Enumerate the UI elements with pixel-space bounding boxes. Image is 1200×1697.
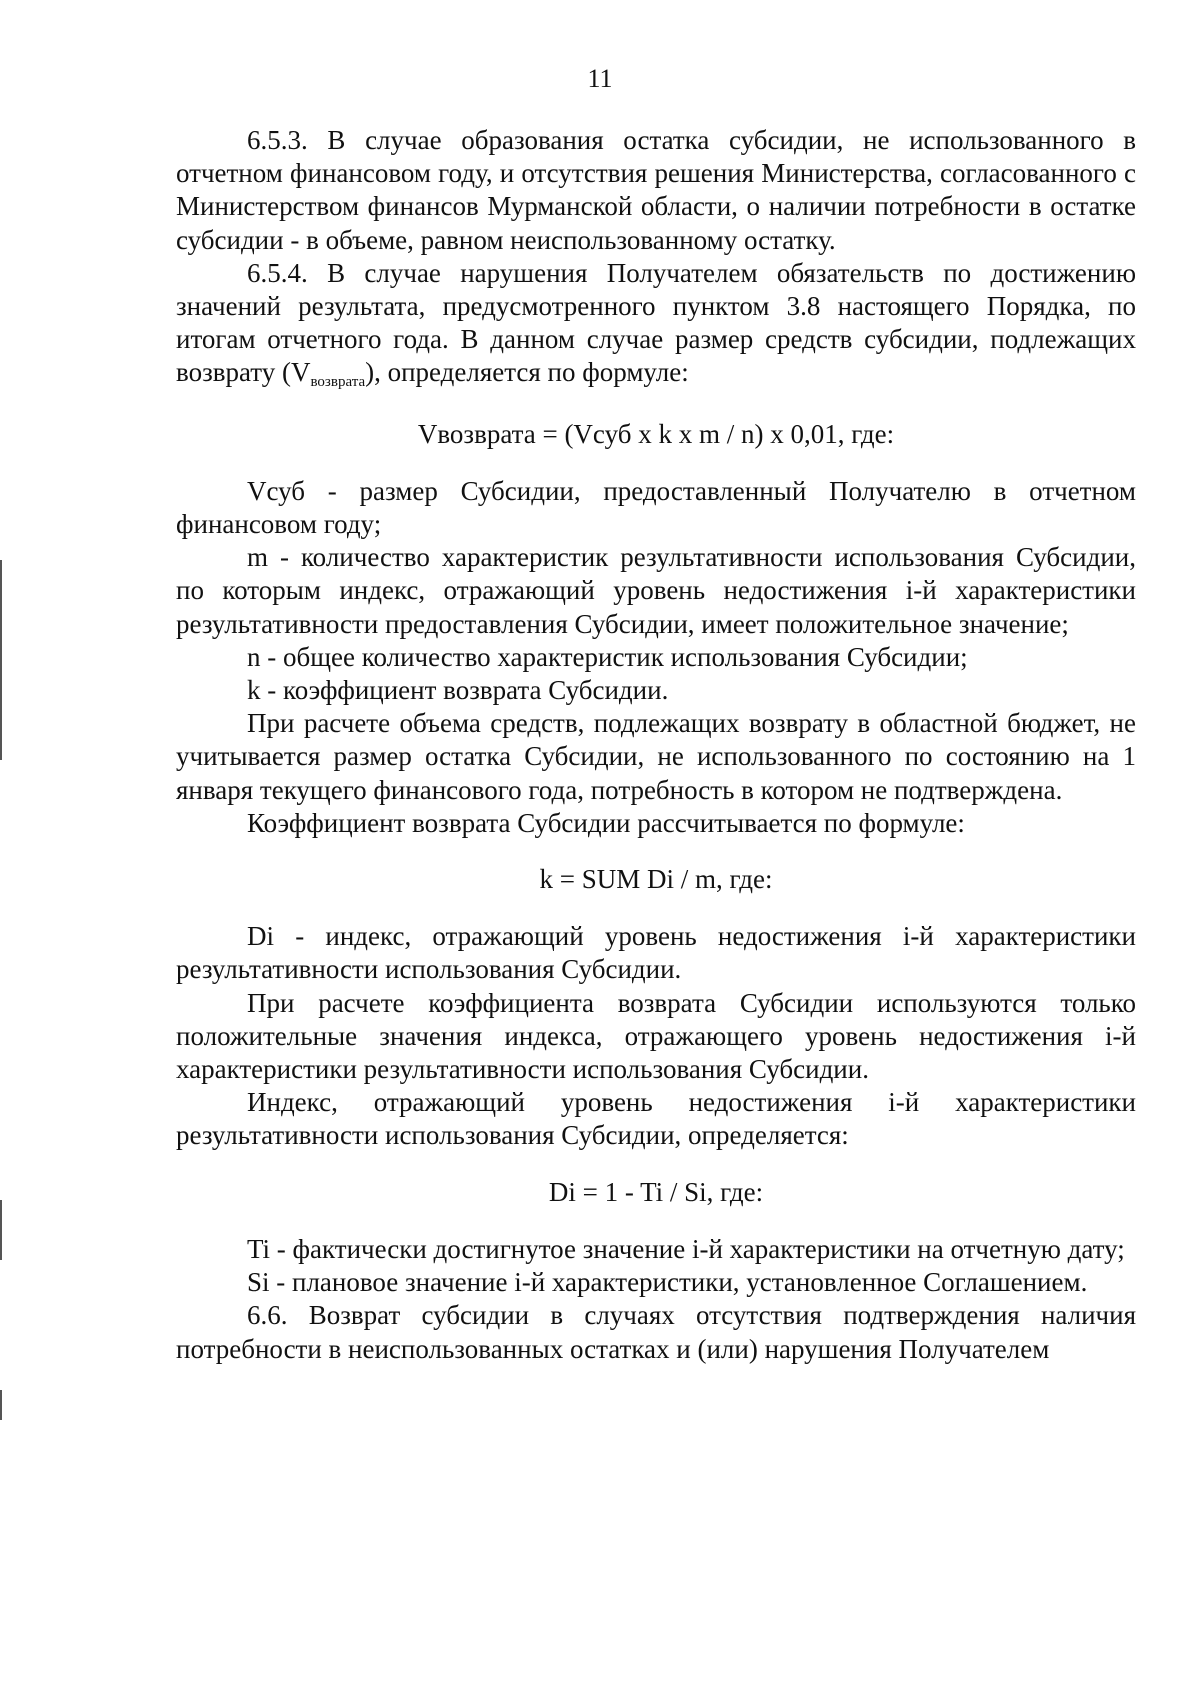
paragraph-6-6: 6.6. Возврат субсидии в случаях отсутствия подтверждения наличия потребности в неиспользованных остатках и (или) нарушения Получателем <box>176 1300 1136 1364</box>
page-number: 11 <box>587 64 613 93</box>
definition-di: Di - индекс, отражающий уровень недостижения i-й характеристики результативности использования Субсидии. <box>176 921 1136 985</box>
definition-m: m - количество характеристик результативности использования Субсидии, по которым индекс, отражающий уровень недостижения i-й характеристики результативности предоставления Субсидии, имеет положительное значение; <box>176 542 1136 639</box>
scan-edge-line <box>0 1200 2 1260</box>
subscript-text: возврата <box>310 374 366 391</box>
paragraph-index-intro: Индекс, отражающий уровень недостижения i-й характеристики результативности использования Субсидии, определяется: <box>176 1087 1136 1151</box>
formula-v-return: Vвозврата = (Vсуб x k x m / n) x 0,01, где: <box>417 418 895 449</box>
paragraph-6-5-3: 6.5.3. В случае образования остатка субсидии, не использованного в отчетном финансовом году, и отсутствия решения Министерства, согласованного с Министерством финансов Мурманской области, о наличии потребности в остатке субсидии - в объеме, равном неиспользованному остатку. <box>176 125 1136 255</box>
definition-n: n - общее количество характеристик использования Субсидии; <box>247 641 968 672</box>
definition-k: k - коэффициент возврата Субсидии. <box>247 675 669 706</box>
paragraph-positive-values: При расчете коэффициента возврата Субсидии используются только положительные значения индекса, отражающего уровень недостижения i-й характеристики результативности использования Субсидии. <box>176 987 1136 1085</box>
document-body <box>176 124 1136 1366</box>
definition-ti: Ti - фактически достигнутое значение i-й характеристики на отчетную дату; <box>247 1233 1125 1264</box>
definition-si: Si - плановое значение i-й характеристики, установленное Соглашением. <box>247 1267 1088 1298</box>
paragraph-text: 6.5.4. В случае нарушения Получателем обязательств по достижению значений результата, предусмотренного пунктом 3.8 настоящего Порядка, по итогам отчетного года. В данном случае размер средств субсидии, подлежащих возврату (V <box>176 257 1136 388</box>
formula-di: Di = 1 - Ti / Si, где: <box>548 1176 764 1207</box>
paragraph-6-5-4 <box>176 257 1136 395</box>
paragraph-coefficient-intro: Коэффициент возврата Субсидии рассчитывается по формуле: <box>247 807 965 838</box>
paragraph-calculation-note: При расчете объема средств, подлежащих возврату в областной бюджет, не учитывается размер остатка Субсидии, не использованного по состоянию на 1 января текущего финансового года, потребность в котором не подтверждена. <box>176 708 1136 805</box>
scan-edge-line <box>0 1390 2 1420</box>
scan-edge-line <box>0 560 2 760</box>
definition-vsub: Vсуб - размер Субсидии, предоставленный Получателю в отчетном финансовом году; <box>176 475 1136 540</box>
formula-k: k = SUM Di / m, где: <box>539 864 773 895</box>
paragraph-text: ), определяется по формуле: <box>365 357 689 388</box>
